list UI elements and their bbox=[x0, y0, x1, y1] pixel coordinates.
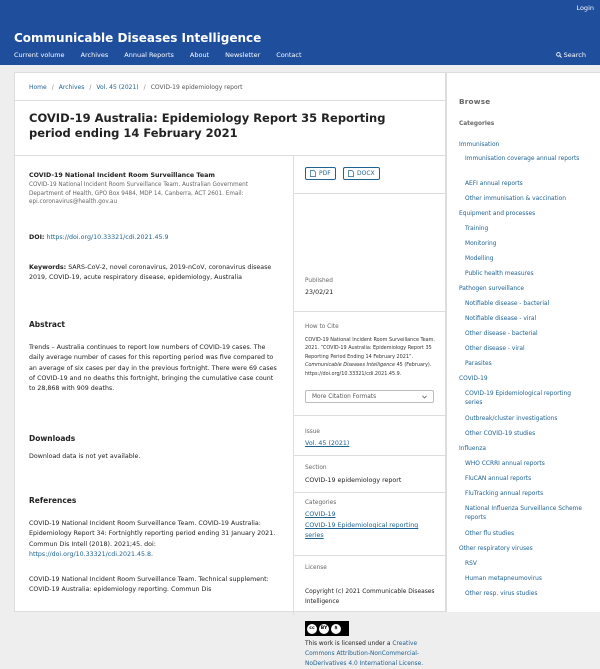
sidebar-categories-label: Categories bbox=[459, 121, 495, 127]
sidebar-category-item[interactable]: AEFI annual reports bbox=[465, 181, 523, 187]
category-link[interactable]: COVID-19 Epidemiological reporting series bbox=[305, 522, 419, 539]
sidebar-category-item[interactable]: FluTracking annual reports bbox=[465, 491, 544, 497]
sidebar-category-item[interactable]: Human metapneumovirus bbox=[465, 576, 542, 582]
nav-newsletter[interactable]: Newsletter bbox=[225, 51, 261, 59]
categories-label: Categories bbox=[305, 500, 337, 506]
reference-text: COVID-19 National Incident Room Surveillance Team. Technical supplement: COVID-19 Australia: epidemiology reporting. Commun Dis bbox=[29, 576, 269, 594]
citation-text bbox=[305, 336, 438, 378]
file-icon bbox=[348, 170, 354, 177]
reference-item: COVID-19 National Incident Room Surveillance Team. COVID-19 Australia: Epidemiology Report 34: Fortnightly reporting period ending 31 January 2021. Commun Dis Intell (2018). 2021;45. doi: https://doi.org/10.33321/cdi.2021.45.8. bbox=[29, 520, 276, 558]
breadcrumb bbox=[29, 84, 242, 91]
sidebar bbox=[446, 72, 600, 612]
sidebar-category-item[interactable]: Immunisation bbox=[459, 142, 500, 148]
keywords-text: SARS-CoV-2, novel coronavirus, 2019-nCoV, coronavirus disease 2019, COVID-19, acute respiratory disease, epidemiology, Australia bbox=[29, 264, 272, 281]
citation-part: COVID-19 National Incident Room Surveillance Team. 2021. “COVID-19 Australia: Epidemiology Report 35 Reporting Period Ending 14 February 2021”. bbox=[305, 337, 435, 360]
nav-archives[interactable]: Archives bbox=[80, 51, 109, 59]
sidebar-category-item[interactable]: National Influenza Surveillance Scheme reports bbox=[465, 506, 582, 521]
license-link[interactable]: Creative Commons Attribution-NonCommercial-NoDerivatives 4.0 International License. bbox=[305, 641, 424, 667]
divider bbox=[293, 492, 447, 493]
breadcrumb-issue[interactable]: Vol. 45 (2021) bbox=[96, 84, 139, 91]
doi-label: DOI: bbox=[29, 234, 45, 241]
sidebar-category-item[interactable]: Pathogen surveillance bbox=[459, 286, 524, 292]
doi-link[interactable]: https://doi.org/10.33321/cdi.2021.45.9 bbox=[46, 234, 169, 241]
license-label: License bbox=[305, 565, 327, 571]
sidebar-category-item[interactable]: Other immunisation & vaccination bbox=[465, 196, 566, 202]
cite-label: How to Cite bbox=[305, 324, 339, 330]
by-icon: BY bbox=[319, 624, 329, 634]
sidebar-category-item[interactable]: Outbreak/cluster investigations bbox=[465, 416, 558, 422]
breadcrumb-separator: / bbox=[143, 84, 146, 91]
sidebar-category-item[interactable]: RSV bbox=[465, 561, 477, 567]
breadcrumb-home[interactable]: Home bbox=[29, 84, 47, 91]
issue-link[interactable]: Vol. 45 (2021) bbox=[305, 440, 350, 447]
breadcrumb-separator: / bbox=[51, 84, 54, 91]
column-divider bbox=[293, 155, 294, 615]
divider bbox=[293, 455, 447, 456]
license-prefix: This work is licensed under a bbox=[305, 641, 391, 647]
divider bbox=[293, 193, 447, 194]
sidebar-category-item[interactable]: Other disease - bacterial bbox=[465, 331, 538, 337]
keywords bbox=[29, 263, 279, 283]
citation-formats-dropdown[interactable] bbox=[305, 390, 434, 403]
breadcrumb-current: COVID-19 epidemiology report bbox=[150, 84, 243, 91]
sidebar-category-item[interactable]: Other flu studies bbox=[465, 531, 515, 537]
abstract-text: Trends – Australia continues to report low numbers of COVID-19 cases. The daily average number of cases for this reporting period was five compared to an average of six cases per day in the previous fortnight. There were 69 cases of COVID-19 and no deaths this fortnight, bringing the cumulative case count to 28,868 with 909 deaths. bbox=[29, 344, 277, 393]
divider bbox=[293, 311, 447, 312]
cc-license-badge[interactable] bbox=[305, 621, 349, 636]
nav-annual-reports[interactable]: Annual Reports bbox=[124, 51, 174, 59]
sidebar-category-item[interactable]: Public health measures bbox=[465, 271, 534, 277]
issue-label: Issue bbox=[305, 429, 320, 435]
sidebar-category-item[interactable]: Other disease - viral bbox=[465, 346, 525, 352]
search-icon bbox=[556, 52, 562, 58]
nav-contact[interactable]: Contact bbox=[276, 51, 302, 59]
downloads-text: Download data is not yet available. bbox=[29, 453, 141, 460]
divider bbox=[293, 555, 447, 556]
divider bbox=[15, 155, 447, 156]
pdf-button[interactable] bbox=[305, 167, 336, 180]
keywords-label: Keywords: bbox=[29, 264, 67, 271]
citation-part: 45 (February). https://doi.org/10.33321/cdi.2021.45.9. bbox=[305, 362, 432, 377]
sidebar-category-item[interactable]: Other respiratory viruses bbox=[459, 546, 533, 552]
sidebar-category-item[interactable]: COVID-19 bbox=[459, 376, 488, 382]
sidebar-category-item[interactable]: WHO CCRRI annual reports bbox=[465, 461, 545, 467]
sidebar-category-item[interactable]: Immunisation coverage annual reports bbox=[465, 156, 580, 162]
site-title[interactable]: Communicable Diseases Intelligence bbox=[14, 31, 262, 45]
citation-formats-label: More Citation Formats bbox=[312, 393, 377, 400]
author-name: COVID-19 National Incident Room Surveillance Team bbox=[29, 172, 215, 179]
sidebar-category-item[interactable]: Parasites bbox=[465, 361, 492, 367]
sidebar-category-item[interactable]: Notifiable disease - viral bbox=[465, 316, 537, 322]
sidebar-category-item[interactable]: Notifiable disease - bacterial bbox=[465, 301, 550, 307]
page-title: COVID-19 Australia: Epidemiology Report 35 Reporting period ending 14 February 2021 bbox=[29, 111, 386, 140]
cc-icon: cc bbox=[307, 624, 317, 634]
sidebar-category-item[interactable]: FluCAN annual reports bbox=[465, 476, 532, 482]
nc-icon: $ bbox=[331, 624, 341, 634]
abstract-heading: Abstract bbox=[29, 320, 66, 329]
doi bbox=[29, 234, 169, 241]
nav-current-volume[interactable]: Current volume bbox=[14, 51, 65, 59]
divider bbox=[15, 100, 447, 101]
reference-text: COVID-19 National Incident Room Surveillance Team. COVID-19 Australia: Epidemiology Report 34: Fortnightly reporting period ending 31 January 2021. Commun Dis Intell (2018). 2021;45. doi: bbox=[29, 520, 276, 548]
docx-button[interactable] bbox=[343, 167, 380, 180]
downloads-heading: Downloads bbox=[29, 434, 76, 443]
sidebar-category-item[interactable]: Other COVID-19 studies bbox=[465, 431, 536, 437]
search-link[interactable] bbox=[556, 51, 586, 59]
published-label: Published bbox=[305, 278, 333, 284]
sidebar-category-item[interactable]: Modelling bbox=[465, 256, 494, 262]
sidebar-category-item[interactable]: Influenza bbox=[459, 446, 486, 452]
reference-item bbox=[29, 575, 279, 596]
breadcrumb-separator: / bbox=[89, 84, 92, 91]
license-text bbox=[305, 639, 438, 669]
sidebar-category-item[interactable]: Monitoring bbox=[465, 241, 497, 247]
sidebar-category-item[interactable]: Equipment and processes bbox=[459, 211, 536, 217]
references-heading: References bbox=[29, 496, 77, 505]
category-link[interactable]: COVID-19 bbox=[305, 511, 336, 518]
login-link[interactable]: Login bbox=[576, 4, 594, 12]
main-nav bbox=[14, 51, 318, 59]
article-panel bbox=[14, 72, 446, 667]
author-affiliation: COVID-19 National Incident Room Surveillance Team, Australian Government Department of Health, GPO Box 9484, MDP 14, Canberra, ACT 2601. Email: epi.coronavirus@health.gov.au bbox=[29, 182, 249, 205]
file-icon bbox=[310, 170, 316, 177]
section-value: COVID-19 epidemiology report bbox=[305, 477, 402, 484]
chevron-down-icon bbox=[422, 395, 427, 399]
site-header bbox=[0, 0, 600, 65]
copyright-text: Copyright (c) 2021 Communicable Diseases Intelligence bbox=[305, 589, 435, 605]
published-date: 23/02/21 bbox=[305, 289, 334, 296]
citation-journal: Communicable Diseases Intelligence bbox=[305, 362, 395, 369]
reference-doi-link[interactable]: https://doi.org/10.33321/cdi.2021.45.8 bbox=[29, 550, 152, 558]
search-label: Search bbox=[563, 51, 586, 59]
sidebar-category-item[interactable]: Other resp. virus studies bbox=[465, 591, 538, 597]
nav-about[interactable]: About bbox=[189, 51, 210, 59]
docx-label: DOCX bbox=[357, 170, 375, 177]
sidebar-heading: Browse bbox=[459, 97, 491, 106]
divider bbox=[293, 415, 447, 416]
sidebar-category-item[interactable]: Training bbox=[465, 226, 489, 232]
section-label: Section bbox=[305, 465, 327, 471]
pdf-label: PDF bbox=[319, 170, 331, 177]
breadcrumb-archives[interactable]: Archives bbox=[58, 84, 85, 91]
sidebar-category-item[interactable]: COVID-19 Epidemiological reporting series bbox=[465, 391, 571, 406]
